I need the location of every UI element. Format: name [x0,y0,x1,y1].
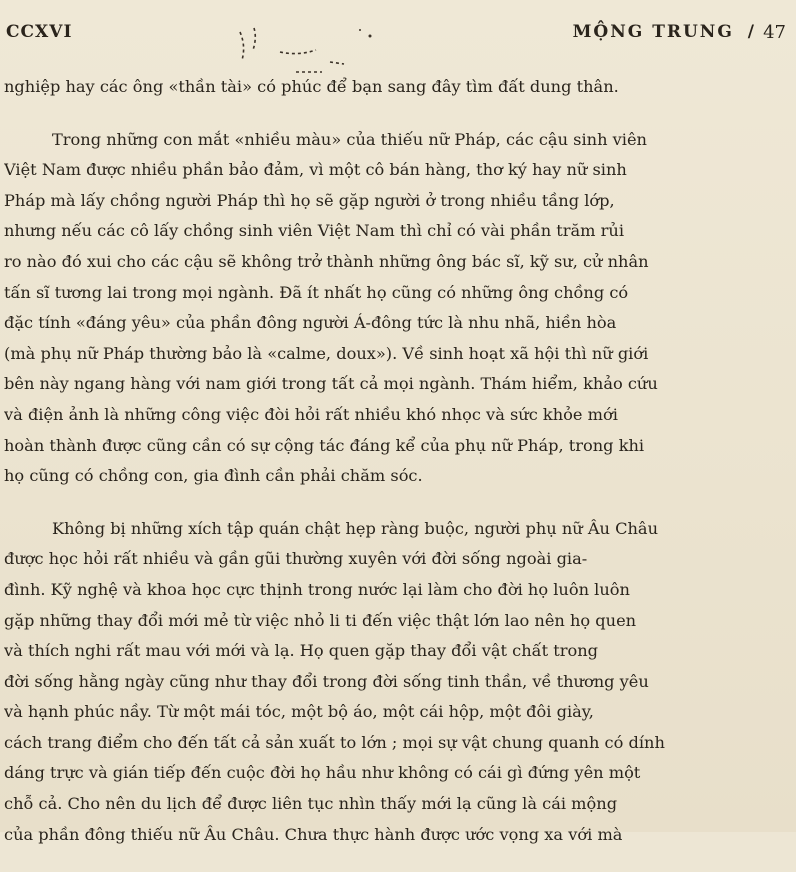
paragraph-2 [4,125,776,492]
text-line: được học hỏi rất nhiều và gần gũi thường xuyên với đời sống ngoài gia- [4,549,588,569]
text-line: họ cũng có chồng con, gia đình cần phải chăm sóc. [4,466,423,486]
text-line: và hạnh phúc nầy. Từ một mái tóc, một bộ áo, một cái hộp, một đôi giày, [4,702,594,722]
text-line: Pháp mà lấy chồng người Pháp thì họ sẽ gặp người ở trong nhiều tầng lớp, [4,190,615,210]
page-header [0,22,796,48]
text-line: và thích nghi rất mau với mới và lạ. Họ quen gặp thay đổi vật chất trong [4,641,599,661]
running-title [573,22,756,42]
page-body [4,72,776,872]
text-line: (mà phụ nữ Pháp thường bảo là «calme, doux»). Về sinh hoạt xã hội thì nữ giới [4,343,649,363]
text-line: bên này ngang hàng với nam giới trong tất cả mọi ngành. Thám hiểm, khảo cứu [4,374,658,394]
text-line: Việt Nam được nhiều phần bảo đảm, vì một cô bán hàng, thơ ký hay nữ sinh [4,160,627,180]
text-line: dáng trực và gián tiếp đến cuộc đời họ hầu như không có cái gì đứng yên một [4,763,641,783]
paragraph-3 [4,514,776,851]
text-line: hoàn thành được cũng cần có sự cộng tác đáng kể của phụ nữ Pháp, trong khi [4,435,645,455]
running-title-separator: / [747,22,756,42]
text-line: tấn sĩ tương lai trong mọi ngành. Đã ít nhất họ cũng có những ông chồng có [4,282,629,302]
text-line: nhưng nếu các cô lấy chồng sinh viên Việt Nam thì chỉ có vài phần trăm rủi [4,221,624,241]
text-line: đời sống hằng ngày cũng như thay đổi trong đời sống tinh thần, về thương yêu [4,671,649,691]
text-line: đình. Kỹ nghệ và khoa học cực thịnh trong nước lại làm cho đời họ luôn luôn [4,579,630,599]
text-line: và điện ảnh là những công việc đòi hỏi rất nhiều khó nhọc và sức khỏe mới [4,404,618,424]
text-line: của phần đông thiếu nữ Âu Châu. Chưa thực hành được ước vọng xa với mà [4,824,623,844]
running-title-text: MỘNG TRUNG [572,22,734,42]
page-number: 47 [763,22,786,43]
text-line: đặc tính «đáng yêu» của phần đông người Á-đông tức là nhu nhã, hiền hòa [4,313,617,333]
text-line: gặp những thay đổi mới mẻ từ việc nhỏ li ti đến việc thật lớn lao nên họ quen [4,610,637,630]
text-line: Trong những con mắt «nhiều màu» của thiếu nữ Pháp, các cậu sinh viên [52,129,647,149]
text-line: nghiệp hay các ông «thần tài» có phúc để bạn sang đây tìm đất dung thân. [4,77,619,96]
paragraph-1 [4,72,776,103]
text-line: chỗ cả. Cho nên du lịch để được liên tục nhìn thấy mới lạ cũng là cái mộng [4,794,618,814]
text-line: Không bị những xích tập quán chật hẹp ràng buộc, người phụ nữ Âu Châu [52,518,659,538]
text-line: cách trang điểm cho đến tất cả sản xuất to lớn ; mọi sự vật chung quanh có dính [4,732,665,752]
text-line: ro nào đó xui cho các cậu sẽ không trở thành những ông bác sĩ, kỹ sư, cử nhân [4,251,649,271]
chapter-marker: CCXVI [6,22,73,42]
